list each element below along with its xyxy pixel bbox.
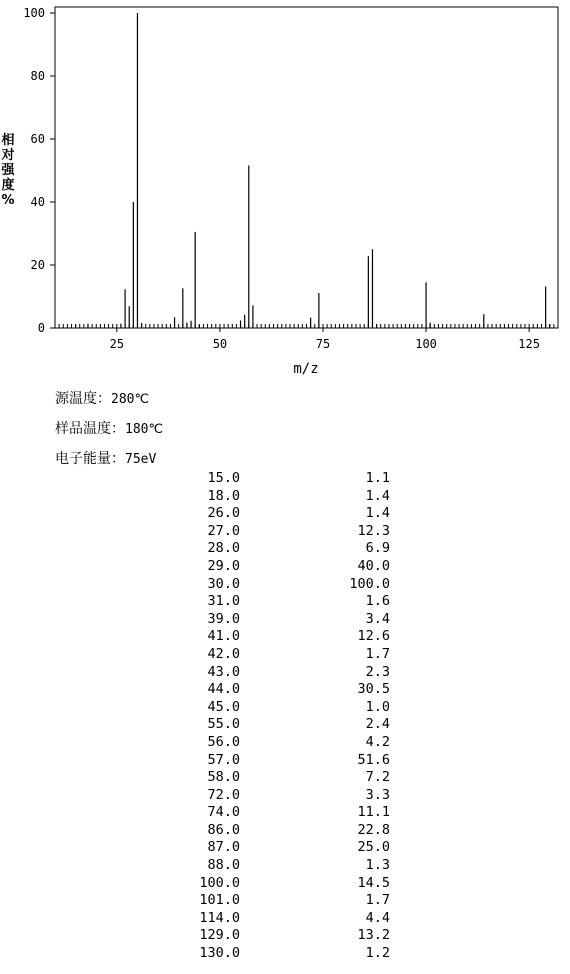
mz-cell: 101.0 [199,892,240,909]
abundance-cell: 25.0 [357,839,390,856]
table-row [180,804,390,822]
mz-cell: 74.0 [207,804,240,821]
table-row [180,664,390,682]
abundance-cell: 1.4 [365,505,390,522]
x-axis-label: m/z [293,361,319,377]
table-row [180,576,390,594]
y-tick-label: 80 [30,69,45,83]
y-axis-label-char: 对 [1,148,15,163]
mz-cell: 45.0 [207,698,240,715]
mz-cell: 130.0 [199,945,240,962]
x-tick-label: 100 [415,337,437,351]
table-row [180,646,390,664]
table-row [180,540,390,558]
table-row [180,892,390,910]
table-row [180,488,390,506]
table-row [180,822,390,840]
mz-cell: 42.0 [207,645,240,662]
abundance-cell: 40.0 [357,557,390,574]
y-axis-label-char: 相 [1,133,15,148]
x-tick-label: 50 [212,337,228,351]
source-temperature-label: 源温度： [55,391,111,407]
y-axis-ticks [23,6,55,335]
electron-energy-value: 75eV [125,452,157,467]
mz-cell: 86.0 [207,821,240,838]
mz-cell: 15.0 [207,470,240,486]
mz-cell: 87.0 [207,839,240,856]
abundance-cell: 1.4 [365,487,390,504]
mz-cell: 29.0 [207,557,240,574]
mz-cell: 41.0 [207,628,240,645]
mz-cell: 18.0 [207,487,240,504]
abundance-cell: 4.4 [365,909,390,926]
table-row [180,716,390,734]
mass-spectrum-chart [0,0,570,380]
x-tick-label: 125 [518,337,540,351]
abundance-cell: 12.3 [357,522,390,539]
y-tick-label: 20 [30,258,45,272]
table-row [180,681,390,699]
mz-cell: 56.0 [207,733,240,750]
abundance-cell: 100.0 [349,575,390,592]
abundance-cell: 3.4 [365,610,390,627]
y-axis-label-char: % [1,193,15,208]
minor-ticks [55,324,558,328]
abundance-cell: 14.5 [357,874,390,891]
sample-temperature [55,418,163,438]
abundance-cell: 12.6 [357,628,390,645]
table-row [180,523,390,541]
abundance-cell: 22.8 [357,821,390,838]
mz-cell: 57.0 [207,751,240,768]
table-row [180,857,390,875]
peak-table [180,470,390,963]
abundance-cell: 1.7 [365,645,390,662]
sample-temperature-label: 样品温度： [55,421,125,437]
y-axis-label-char: 强 [1,163,15,178]
table-row [180,787,390,805]
table-row [180,611,390,629]
table-row [180,558,390,576]
table-row [180,470,390,488]
table-row [180,927,390,945]
mz-cell: 43.0 [207,663,240,680]
abundance-cell: 1.6 [365,593,390,610]
abundance-cell: 51.6 [357,751,390,768]
source-temperature-value: 280℃ [111,392,150,407]
mz-cell: 31.0 [207,593,240,610]
abundance-cell: 1.7 [365,892,390,909]
abundance-cell: 13.2 [357,927,390,944]
x-tick-label: 75 [315,337,331,351]
mz-cell: 27.0 [207,522,240,539]
mz-cell: 28.0 [207,540,240,557]
mz-cell: 26.0 [207,505,240,522]
y-tick-label: 40 [30,195,45,209]
mz-cell: 88.0 [207,857,240,874]
source-temperature [55,388,149,408]
abundance-cell: 1.1 [365,470,390,486]
abundance-cell: 1.0 [365,698,390,715]
abundance-cell: 3.3 [365,786,390,803]
mz-cell: 30.0 [207,575,240,592]
table-row [180,769,390,787]
y-tick-label: 0 [37,321,45,335]
electron-energy [55,448,156,468]
abundance-cell: 30.5 [357,681,390,698]
y-axis-label-char: 度 [1,178,15,193]
abundance-cell: 2.3 [365,663,390,680]
abundance-cell: 11.1 [357,804,390,821]
table-row [180,734,390,752]
mz-cell: 39.0 [207,610,240,627]
table-row [180,505,390,523]
electron-energy-label: 电子能量： [55,451,125,467]
spectrum-bars [76,13,550,328]
table-row [180,752,390,770]
x-axis-ticks [110,328,540,351]
abundance-cell: 2.4 [365,716,390,733]
mz-cell: 100.0 [199,874,240,891]
abundance-cell: 1.3 [365,857,390,874]
mz-cell: 72.0 [207,786,240,803]
mz-cell: 44.0 [207,681,240,698]
abundance-cell: 7.2 [365,769,390,786]
plot-frame [55,7,558,328]
table-row [180,910,390,928]
table-row [180,839,390,857]
table-row [180,628,390,646]
abundance-cell: 6.9 [365,540,390,557]
sample-temperature-value: 180℃ [125,422,164,437]
abundance-cell: 1.2 [365,945,390,962]
mz-cell: 58.0 [207,769,240,786]
table-row [180,945,390,963]
abundance-cell: 4.2 [365,733,390,750]
y-tick-label: 100 [23,6,45,20]
table-row [180,875,390,893]
mz-cell: 55.0 [207,716,240,733]
y-axis-label [0,133,16,208]
table-row [180,593,390,611]
mz-cell: 129.0 [199,927,240,944]
table-row [180,699,390,717]
x-tick-label: 25 [109,337,125,351]
y-tick-label: 60 [30,132,45,146]
mz-cell: 114.0 [199,909,240,926]
